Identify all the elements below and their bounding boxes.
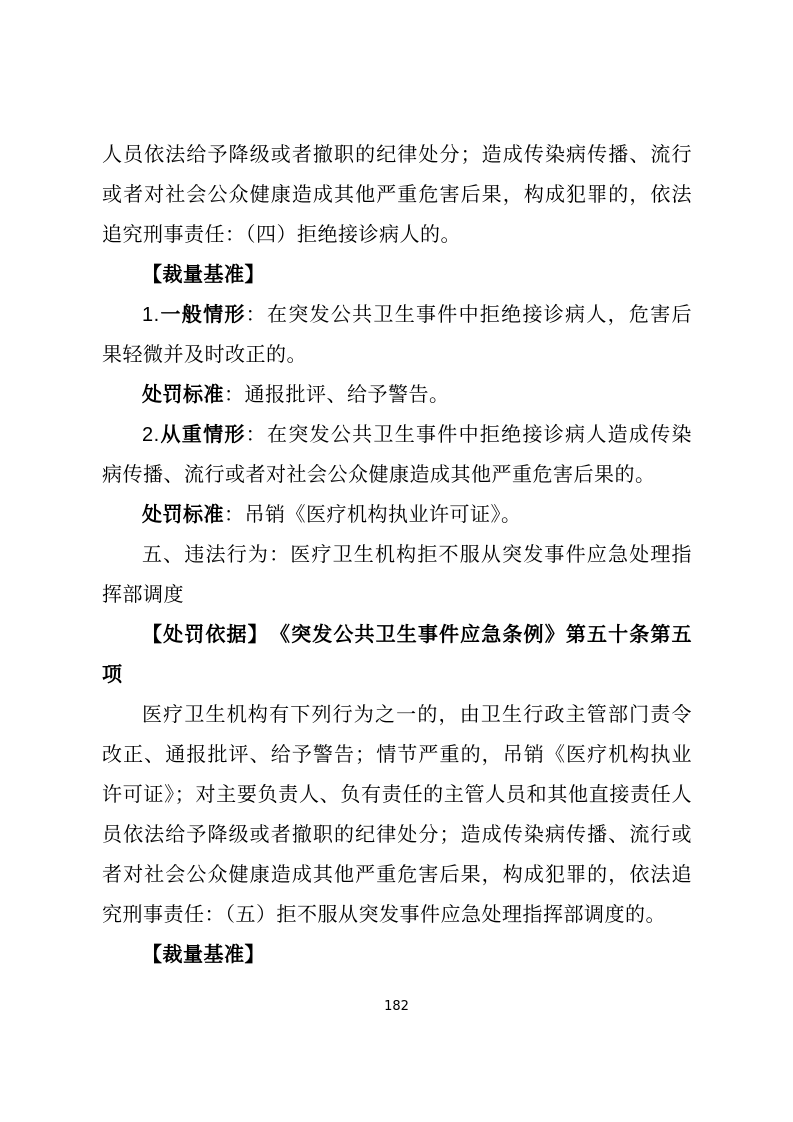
paragraph	[102, 495, 692, 535]
paragraph	[102, 295, 692, 375]
paragraph	[102, 135, 692, 255]
paragraph	[102, 615, 692, 695]
text-run: 1.	[142, 304, 160, 326]
page-number: 182	[384, 999, 409, 1014]
text-run: ：通报批评、给予警告。	[224, 384, 450, 406]
text-run: ：吊销《医疗机构执业许可证》。	[224, 504, 522, 526]
paragraph	[102, 375, 692, 415]
text-run: ：在突发公共卫生事件中拒绝接诊病人造成传染病传播、流行或者对社会公众健康造成其他严重危害后果的。	[102, 424, 693, 486]
paragraph	[102, 535, 692, 615]
text-run: 处罚标准	[142, 384, 224, 406]
text-run: 【裁量基准】	[142, 944, 265, 966]
text-run: ：在突发公共卫生事件中拒绝接诊病人，危害后果轻微并及时改正的。	[102, 304, 693, 366]
text-run: 2.	[142, 424, 160, 446]
text-run: 从重情形	[159, 424, 246, 446]
document-body	[102, 135, 692, 975]
paragraph	[102, 695, 692, 935]
text-run: 医疗卫生机构有下列行为之一的，由卫生行政主管部门责令改正、通报批评、给予警告；情节严重的，吊销《医疗机构执业许可证》；对主要负责人、负有责任的主管人员和其他直接责任人员依法给予降级或者撤职的纪律处分；造成传染病传播、流行或者对社会公众健康造成其他严重危害后果，构成犯罪的，依法追究刑事责任：（五）拒不服从突发事件应急处理指挥部调度的。	[102, 704, 692, 926]
paragraph	[102, 255, 692, 295]
paragraph	[102, 935, 692, 975]
text-run: 【处罚依据】 《突发公共卫生事件应急条例》第五十条第五项	[102, 624, 692, 686]
text-run: 一般情形	[159, 304, 246, 326]
paragraph	[102, 415, 692, 495]
text-run: 五、违法行为：医疗卫生机构拒不服从突发事件应急处理指挥部调度	[102, 544, 692, 606]
text-run: 【裁量基准】	[142, 264, 265, 286]
text-run: 人员依法给予降级或者撤职的纪律处分；造成传染病传播、流行或者对社会公众健康造成其他严重危害后果，构成犯罪的，依法追究刑事责任：（四）拒绝接诊病人的。	[102, 144, 692, 246]
text-run: 处罚标准	[142, 504, 224, 526]
